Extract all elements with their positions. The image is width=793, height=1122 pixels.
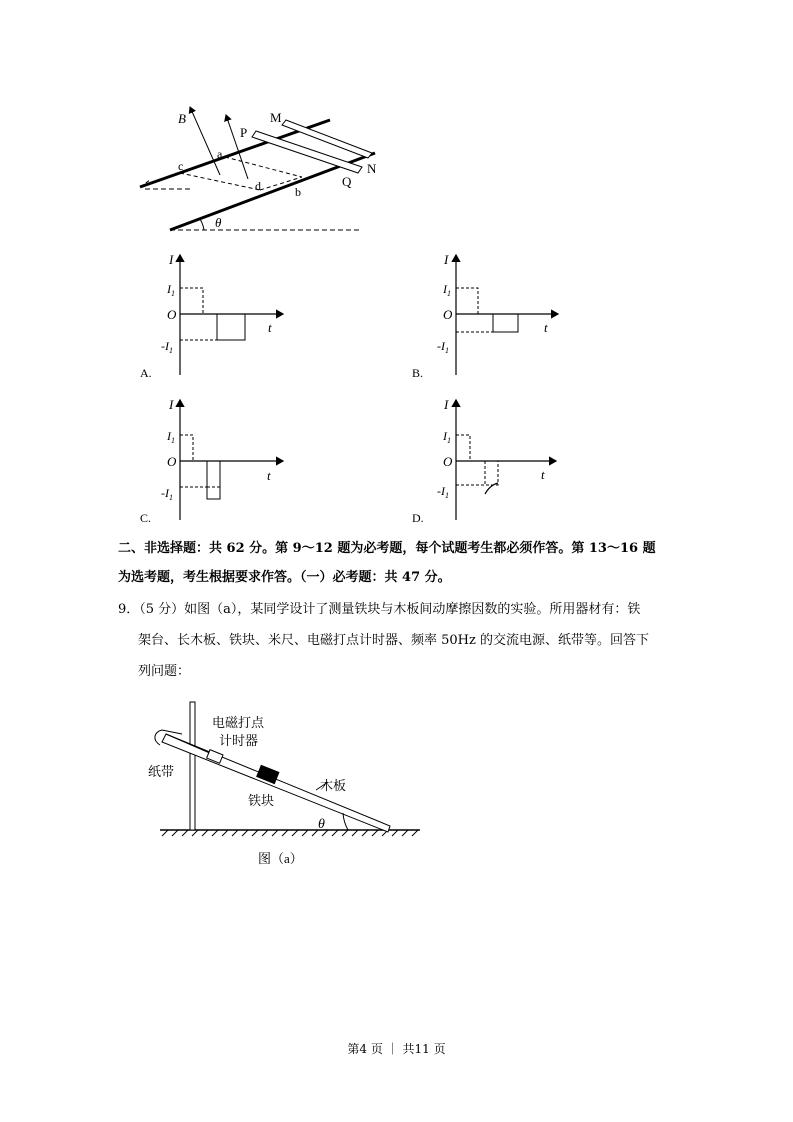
pulse-negative <box>217 314 245 340</box>
pulse-negative <box>493 314 518 332</box>
label-d: d <box>255 179 261 193</box>
minus-i1-label: $-I_1$ <box>161 486 173 502</box>
pulse-positive <box>456 435 470 461</box>
y-label: I <box>169 397 174 412</box>
pulse-positive <box>180 435 193 461</box>
graph-c <box>135 395 295 525</box>
y-label: I <box>444 252 449 267</box>
question-9-line-2: 架台、长木板、铁块、米尺、电磁打点计时器、频率 50Hz 的交流电源、纸带等。回答下 <box>138 633 649 648</box>
question-9-line-3: 列问题： <box>138 664 191 679</box>
iron-stand <box>190 702 195 830</box>
minus-i1-label: $-I_1$ <box>437 339 449 355</box>
minus-i1-label: $-I_1$ <box>437 484 449 500</box>
label-theta: θ <box>215 215 222 230</box>
origin-label: O <box>443 307 453 322</box>
theta-label: θ <box>318 817 325 832</box>
page-footer: 第4 页 ｜ 共11 页 <box>347 1042 446 1056</box>
x-label: t <box>541 467 545 482</box>
pulse-positive <box>180 288 203 314</box>
label-a: a <box>217 147 223 161</box>
section-line-2: 为选考题，考生根据要求作答。（一）必考题：共 47 分。 <box>118 570 451 585</box>
ground-hatching <box>162 830 418 836</box>
label-b: B <box>178 111 186 126</box>
label-q: Q <box>342 174 352 189</box>
x-label: t <box>267 468 271 483</box>
graph-b <box>408 250 568 380</box>
option-d-label: D. <box>412 511 424 525</box>
y-label: I <box>169 252 174 267</box>
section-line-1: 二、非选择题：共 62 分。第 9～12 题为必考题，每个试题考生都必须作答。第 13～16 题 <box>118 541 656 556</box>
i1-label: $I_1$ <box>167 429 175 445</box>
label-n: N <box>367 161 377 176</box>
block-label: 铁块 <box>248 793 275 808</box>
rail-figure <box>130 95 390 240</box>
option-b-label: B. <box>412 366 424 380</box>
pulse-negative <box>207 461 220 499</box>
minus-i1-label: $-I_1$ <box>161 339 173 355</box>
figure-a <box>140 690 440 870</box>
pulse-positive <box>456 288 478 314</box>
i1-label: $I_1$ <box>167 282 175 298</box>
graph-d <box>408 395 568 525</box>
origin-label: O <box>167 454 177 469</box>
label-m: M <box>270 110 282 125</box>
field-boundary-cd <box>180 173 260 190</box>
timer-label-1: 电磁打点 <box>212 715 265 730</box>
figure-caption: 图（a） <box>258 851 303 866</box>
wooden-board <box>162 734 390 832</box>
i1-label: $I_1$ <box>443 282 451 298</box>
y-label: I <box>444 397 449 412</box>
option-a-label: A. <box>140 366 152 380</box>
timer-label-2: 计时器 <box>219 733 259 748</box>
graph-a <box>135 250 295 380</box>
field-boundary-ab <box>225 157 302 177</box>
label-c: c <box>178 159 184 173</box>
x-label: t <box>544 320 548 335</box>
option-c-label: C. <box>140 511 152 525</box>
i1-label: $I_1$ <box>443 429 451 445</box>
label-b-point: b <box>295 185 301 199</box>
board-label: 木板 <box>320 778 347 793</box>
origin-label: O <box>443 454 453 469</box>
bar-pq <box>252 131 362 173</box>
tape-label: 纸带 <box>148 764 175 779</box>
question-9-line-1: 9．（5 分）如图（a），某同学设计了测量铁块与木板间动摩擦因数的实验。所用器材有：铁 <box>118 602 641 617</box>
label-p: P <box>240 125 248 140</box>
x-label: t <box>268 320 272 335</box>
origin-label: O <box>167 307 177 322</box>
